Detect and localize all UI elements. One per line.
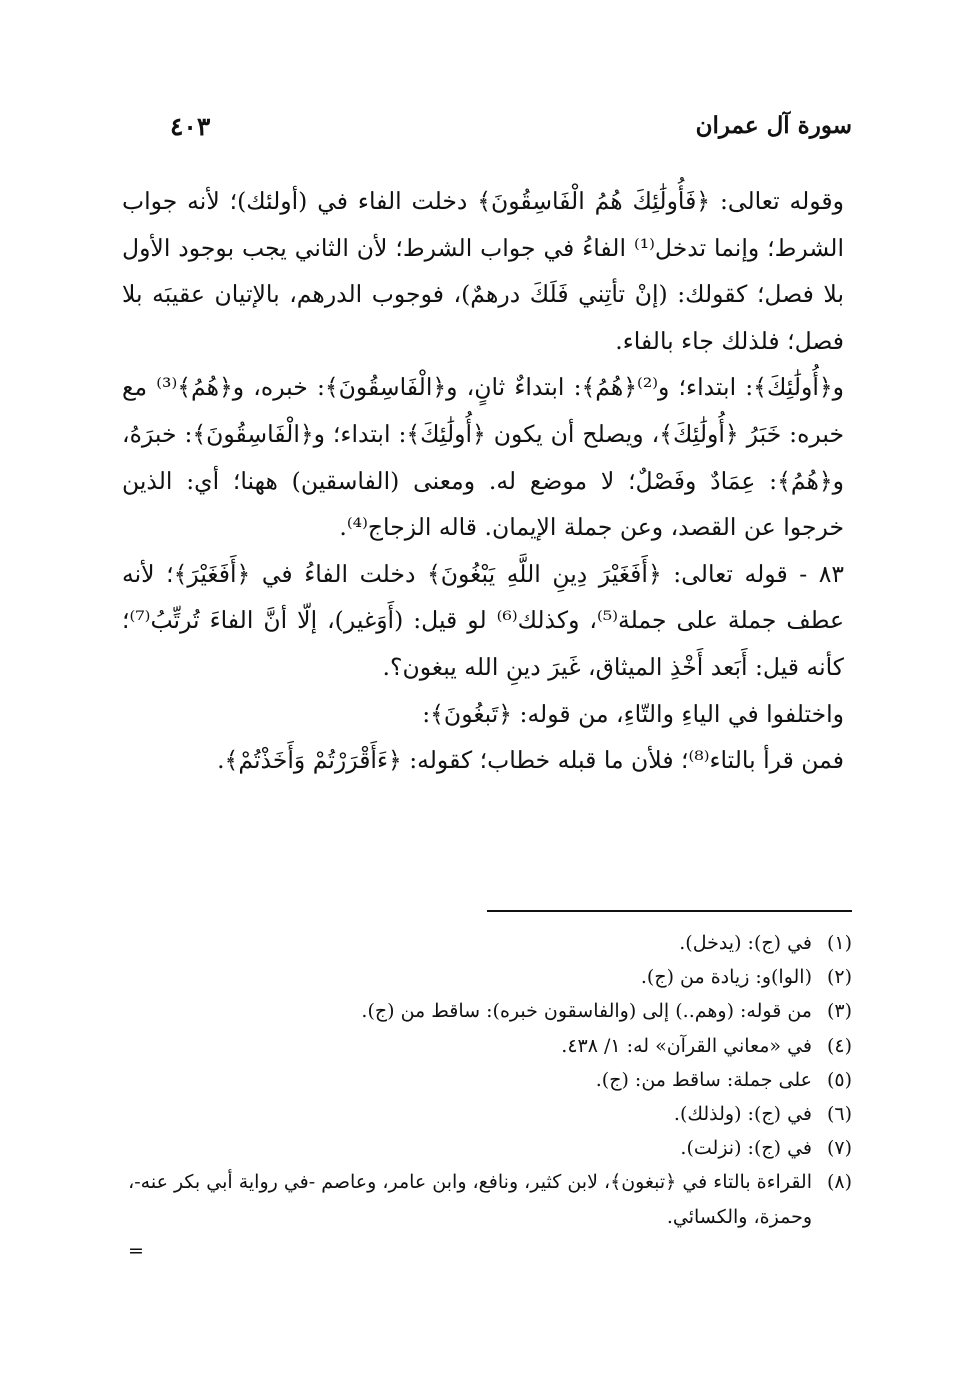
paragraph: و﴿أُولَٰئِكَ﴾: ابتداء؛ و⁽²⁾﴿هُمُ﴾: ابتداءٌ ثانٍ، و﴿الْفَاسِقُونَ﴾: خبره، و﴿هُمُ﴾⁽³⁾ مع خبره: خَبَرُ ﴿أُولَٰئِكَ﴾، ويصلح أن يكون ﴿أُولَٰئِكَ﴾: ابتداء؛ و﴿الْفَاسِقُونَ﴾: خبرَهُ، و﴿هُمُ﴾: عِمَادٌ وفَصْلٌ؛ لا موضع له. ومعنى (الفاسقين) ههنا؛ أي: الذين خرجوا عن القصد، وعن جملة الإيمان. قاله الزجاج⁽⁴⁾. (122, 373, 844, 542)
paragraph: فمن قرأ بالتاء⁽⁸⁾؛ فلأن ما قبله خطاب؛ كقوله: ﴿ءَأَقْرَرْتُمْ وَأَخَذْتُمْ﴾. (217, 746, 844, 775)
footnotes (118, 926, 852, 1234)
running-header (170, 112, 852, 148)
footnote-number: (٢) (826, 966, 852, 989)
footnote-item (118, 1063, 852, 1097)
footnote-text: القراءة بالتاء في ﴿تبغون﴾، لابن كثير، ونافع، وابن عامر، وعاصم -في رواية أبي بكر عنه-، وحمزة، والكسائي. (128, 1171, 812, 1228)
footnote-item (118, 960, 852, 994)
footnote-text: في (ج): (يدخل). (679, 932, 812, 954)
footnote-text: في «معاني القرآن» له: ١/ ٤٣٨. (561, 1034, 812, 1057)
footnote-item (118, 1165, 852, 1233)
footnote-item (118, 1097, 852, 1131)
footnote-number: (٤) (826, 1034, 852, 1057)
main-text (122, 178, 844, 784)
footnote-number: (٧) (826, 1137, 852, 1160)
footnote-text: في (ج): (ولذلك). (673, 1103, 812, 1126)
footnote-separator (487, 910, 852, 912)
surah-title: سورة آل عمران (695, 112, 852, 139)
footnote-item (118, 926, 852, 960)
footnote-number: (٣) (826, 1000, 852, 1023)
footnote-item (118, 1131, 852, 1165)
footnote-number: (١) (826, 932, 852, 954)
footnote-text: على جملة: ساقط من: (ج). (595, 1068, 812, 1091)
footnote-text: في (ج): (نزلت). (680, 1137, 812, 1160)
paragraph: واختلفوا في الياءِ والتّاءِ، من قوله: ﴿تَبغُونَ﴾: (422, 699, 844, 728)
continuation-mark: = (128, 1240, 144, 1262)
paragraph: ٨٣ - قوله تعالى: ﴿أَفَغَيْرَ دِينِ اللَّهِ يَبْغُونَ﴾ دخلت الفاءُ في ﴿أَفَغَيْرَ﴾؛ لأنه عطف جملة على جملة⁽⁵⁾، وكذلك⁽⁶⁾ لو قيل: (أَوَغير)، إلّا أنَّ الفاءَ تُرتِّبُ⁽⁷⁾؛ كأنه قيل: أَبَعد أَخْذِ الميثاق، غَيرَ دينِ الله يبغون؟. (122, 559, 845, 681)
page-number: ٤٠٣ (170, 112, 211, 141)
footnote-item (118, 994, 852, 1028)
footnote-number: (٦) (826, 1103, 852, 1126)
footnote-item (118, 1029, 852, 1063)
footnote-text: (الوا)و: زيادة من (ج). (640, 966, 812, 989)
footnote-number: (٥) (826, 1068, 852, 1091)
footnote-number: (٨) (826, 1171, 852, 1194)
footnote-text: من قوله: (وهم..) إلى (والفاسقون خبره): ساقط من (ج). (361, 1000, 812, 1023)
paragraph: وقوله تعالى: ﴿فَأُولَٰئِكَ هُمُ الْفَاسِقُونَ﴾ دخلت الفاء في (أولئك)؛ لأنه جواب الشرط؛ وإنما تدخل⁽¹⁾ الفاءُ في جواب الشرط؛ لأن الثاني يجب بوجود الأول بلا فصل؛ كقولك: (إنْ تأتِني فَلَكَ درهمٌ)، فوجوب الدرهم، بالإتيان عقيبَه بلا فصل؛ فلذلك جاء بالفاء. (122, 187, 844, 355)
